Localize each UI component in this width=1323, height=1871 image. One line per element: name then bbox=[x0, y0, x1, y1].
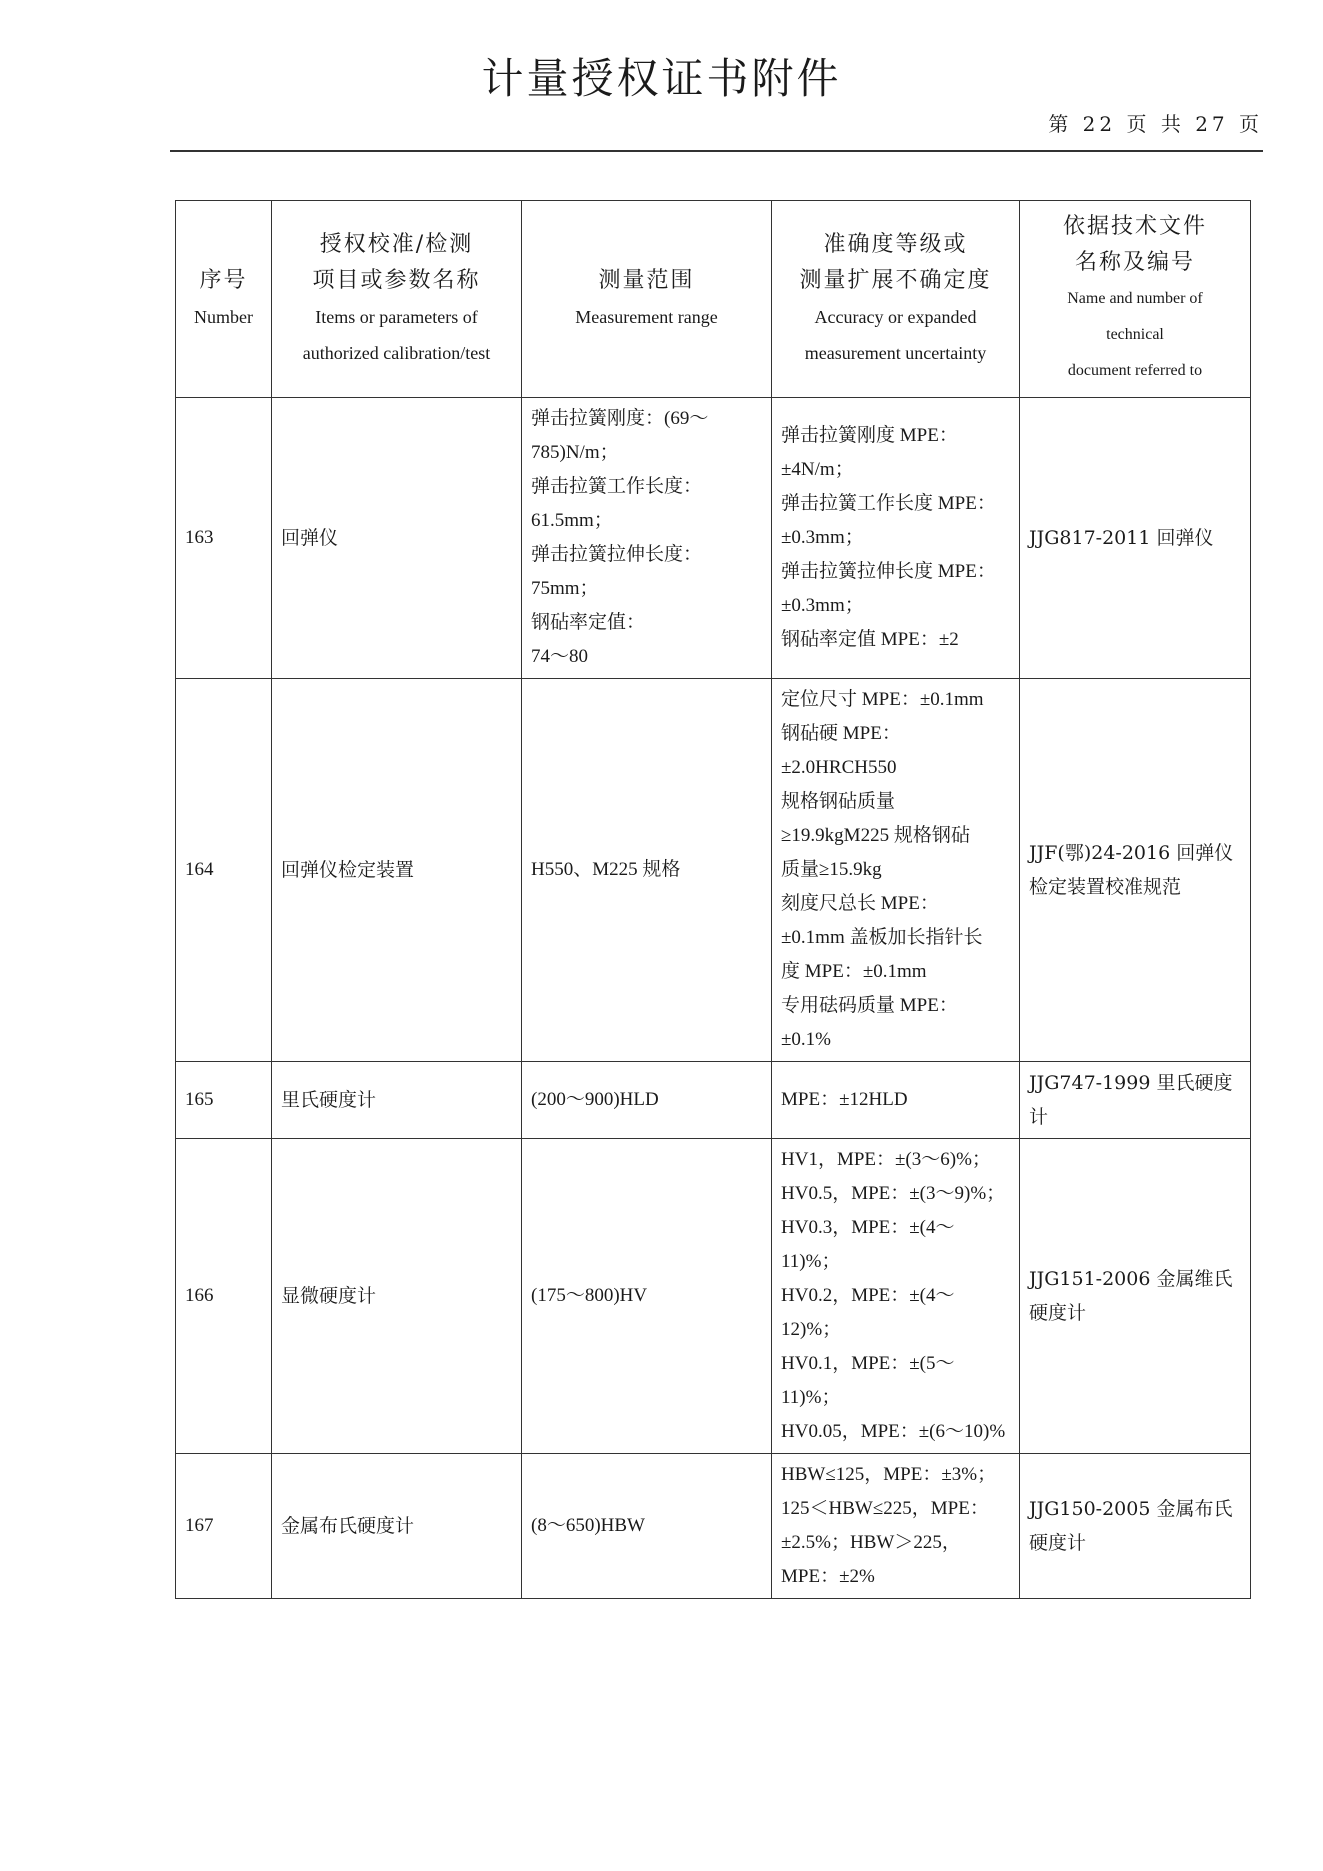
accuracy-line: 规格钢砧质量 bbox=[781, 791, 896, 812]
range-line: (200～900)HLD bbox=[531, 1089, 659, 1110]
range-line: 钢砧率定值： bbox=[531, 612, 646, 633]
range-line: 弹击拉簧工作长度： bbox=[531, 476, 703, 497]
column-header-cn: 授权校准/检测 bbox=[319, 232, 474, 257]
range-line: 弹击拉簧刚度：(69～ bbox=[531, 408, 709, 429]
range-line: 75mm； bbox=[531, 578, 599, 599]
row-range bbox=[522, 398, 772, 679]
column-header-en: Number bbox=[194, 307, 253, 327]
accuracy-line: 弹击拉簧工作长度 MPE： bbox=[781, 493, 996, 514]
column-header-cn: 项目或参数名称 bbox=[312, 268, 481, 293]
accuracy-line: ≥19.9kgM225 规格钢砧 bbox=[781, 825, 970, 846]
document-line: 检定装置校准规范 bbox=[1029, 876, 1182, 898]
accuracy-line: 度 MPE：±0.1mm bbox=[781, 961, 927, 982]
row-document bbox=[1020, 1139, 1251, 1454]
document-line: JJG817-2011 回弹仪 bbox=[1029, 527, 1214, 549]
accuracy-line: HV0.5，MPE：±(3～9)%； bbox=[781, 1183, 1006, 1204]
column-header-en: Items or parameters of bbox=[315, 307, 478, 327]
row-range bbox=[522, 1139, 772, 1454]
accuracy-line: HV0.2，MPE：±(4～12)%； bbox=[781, 1285, 955, 1340]
header-divider bbox=[170, 150, 1263, 152]
column-header-en: technical bbox=[1106, 326, 1164, 343]
row-accuracy bbox=[772, 1062, 1020, 1139]
range-line: (8～650)HBW bbox=[531, 1515, 645, 1536]
row-accuracy bbox=[772, 1139, 1020, 1454]
accuracy-line: 定位尺寸 MPE：±0.1mm bbox=[781, 689, 984, 710]
column-header-cn: 名称及编号 bbox=[1074, 250, 1195, 275]
document-line: 硬度计 bbox=[1029, 1302, 1087, 1324]
row-number: 165 bbox=[176, 1062, 272, 1139]
table-body bbox=[176, 398, 1251, 1599]
table-header bbox=[176, 201, 1251, 398]
row-number: 163 bbox=[176, 398, 272, 679]
row-item: 显微硬度计 bbox=[272, 1139, 522, 1454]
document-line: JJG150-2005 金属布氏 bbox=[1029, 1498, 1233, 1520]
row-document bbox=[1020, 1062, 1251, 1139]
document-line: JJF(鄂)24-2016 回弹仪 bbox=[1029, 842, 1234, 864]
table-row bbox=[176, 679, 1251, 1062]
column-header-range bbox=[522, 201, 772, 398]
column-header-en: document referred to bbox=[1067, 362, 1203, 379]
accuracy-line: 钢砧率定值 MPE：±2 bbox=[781, 629, 959, 650]
column-header-number bbox=[176, 201, 272, 398]
accuracy-line: HBW≤125，MPE：±3%； bbox=[781, 1464, 997, 1485]
accuracy-line: ±0.3mm； bbox=[781, 527, 864, 548]
accuracy-line: 刻度尺总长 MPE： bbox=[781, 893, 939, 914]
accuracy-line: MPE：±2% bbox=[781, 1566, 875, 1587]
accuracy-line: 专用砝码质量 MPE： bbox=[781, 995, 958, 1016]
row-accuracy bbox=[772, 679, 1020, 1062]
row-accuracy bbox=[772, 1454, 1020, 1599]
row-range bbox=[522, 1454, 772, 1599]
authorization-table bbox=[175, 200, 1251, 1599]
accuracy-line: 质量≥15.9kg bbox=[781, 859, 882, 880]
row-document bbox=[1020, 679, 1251, 1062]
accuracy-line: ±0.3mm； bbox=[781, 595, 864, 616]
document-line: 硬度计 bbox=[1029, 1532, 1087, 1554]
range-line: 74～80 bbox=[531, 646, 589, 667]
table-row bbox=[176, 1454, 1251, 1599]
column-header-cn: 测量范围 bbox=[598, 268, 695, 293]
range-line: 61.5mm； bbox=[531, 510, 613, 531]
column-header-en: Accuracy or expanded bbox=[814, 307, 977, 327]
accuracy-line: HV0.3，MPE：±(4～11)%； bbox=[781, 1217, 955, 1272]
accuracy-line: 弹击拉簧拉伸长度 MPE： bbox=[781, 561, 996, 582]
column-header-cn: 准确度等级或 bbox=[823, 232, 968, 257]
accuracy-line: 125＜HBW≤225，MPE： bbox=[781, 1498, 989, 1519]
accuracy-line: 钢砧硬 MPE： bbox=[781, 723, 901, 744]
accuracy-line: ±0.1% bbox=[781, 1029, 832, 1050]
accuracy-line: HV1，MPE：±(3～6)%； bbox=[781, 1149, 991, 1170]
accuracy-line: HV0.05，MPE：±(6～10)% bbox=[781, 1421, 1006, 1442]
range-line: (175～800)HV bbox=[531, 1285, 648, 1306]
accuracy-line: MPE：±12HLD bbox=[781, 1089, 908, 1110]
accuracy-line: 弹击拉簧刚度 MPE： bbox=[781, 425, 958, 446]
column-header-accuracy bbox=[772, 201, 1020, 398]
range-line: 785)N/m； bbox=[531, 442, 619, 463]
column-header-items bbox=[272, 201, 522, 398]
row-item: 回弹仪检定装置 bbox=[272, 679, 522, 1062]
row-number: 164 bbox=[176, 679, 272, 1062]
column-header-cn: 依据技术文件 bbox=[1062, 214, 1207, 239]
page-title: 计量授权证书附件 bbox=[481, 54, 842, 103]
document-line: JJG747-1999 里氏硬度 bbox=[1029, 1072, 1233, 1094]
row-item: 金属布氏硬度计 bbox=[272, 1454, 522, 1599]
table-row bbox=[176, 398, 1251, 679]
column-header-cn: 序号 bbox=[199, 268, 248, 293]
row-document bbox=[1020, 398, 1251, 679]
accuracy-line: ±2.0HRCH550 bbox=[781, 757, 897, 778]
column-header-en: measurement uncertainty bbox=[804, 343, 987, 363]
row-document bbox=[1020, 1454, 1251, 1599]
accuracy-line: HV0.1，MPE：±(5～11)%； bbox=[781, 1353, 955, 1408]
row-item: 里氏硬度计 bbox=[272, 1062, 522, 1139]
document-line: JJG151-2006 金属维氏 bbox=[1029, 1268, 1233, 1290]
document-line: 计 bbox=[1029, 1106, 1049, 1128]
row-accuracy bbox=[772, 398, 1020, 679]
row-range bbox=[522, 1062, 772, 1139]
column-header-document bbox=[1020, 201, 1251, 398]
table-row bbox=[176, 1062, 1251, 1139]
range-line: 弹击拉簧拉伸长度： bbox=[531, 544, 703, 565]
accuracy-line: ±4N/m； bbox=[781, 459, 854, 480]
range-line: H550、M225 规格 bbox=[531, 859, 681, 880]
accuracy-line: ±0.1mm 盖板加长指针长 bbox=[781, 927, 983, 948]
column-header-cn: 测量扩展不确定度 bbox=[799, 268, 992, 293]
row-number: 167 bbox=[176, 1454, 272, 1599]
accuracy-line: ±2.5%；HBW＞225， bbox=[781, 1532, 961, 1553]
column-header-en: Measurement range bbox=[575, 307, 718, 327]
column-header-en: authorized calibration/test bbox=[302, 343, 491, 363]
row-range bbox=[522, 679, 772, 1062]
column-header-en: Name and number of bbox=[1067, 290, 1203, 307]
page-number: 第 22 页 共 27 页 bbox=[1048, 112, 1263, 136]
row-item: 回弹仪 bbox=[272, 398, 522, 679]
table-row bbox=[176, 1139, 1251, 1454]
row-number: 166 bbox=[176, 1139, 272, 1454]
